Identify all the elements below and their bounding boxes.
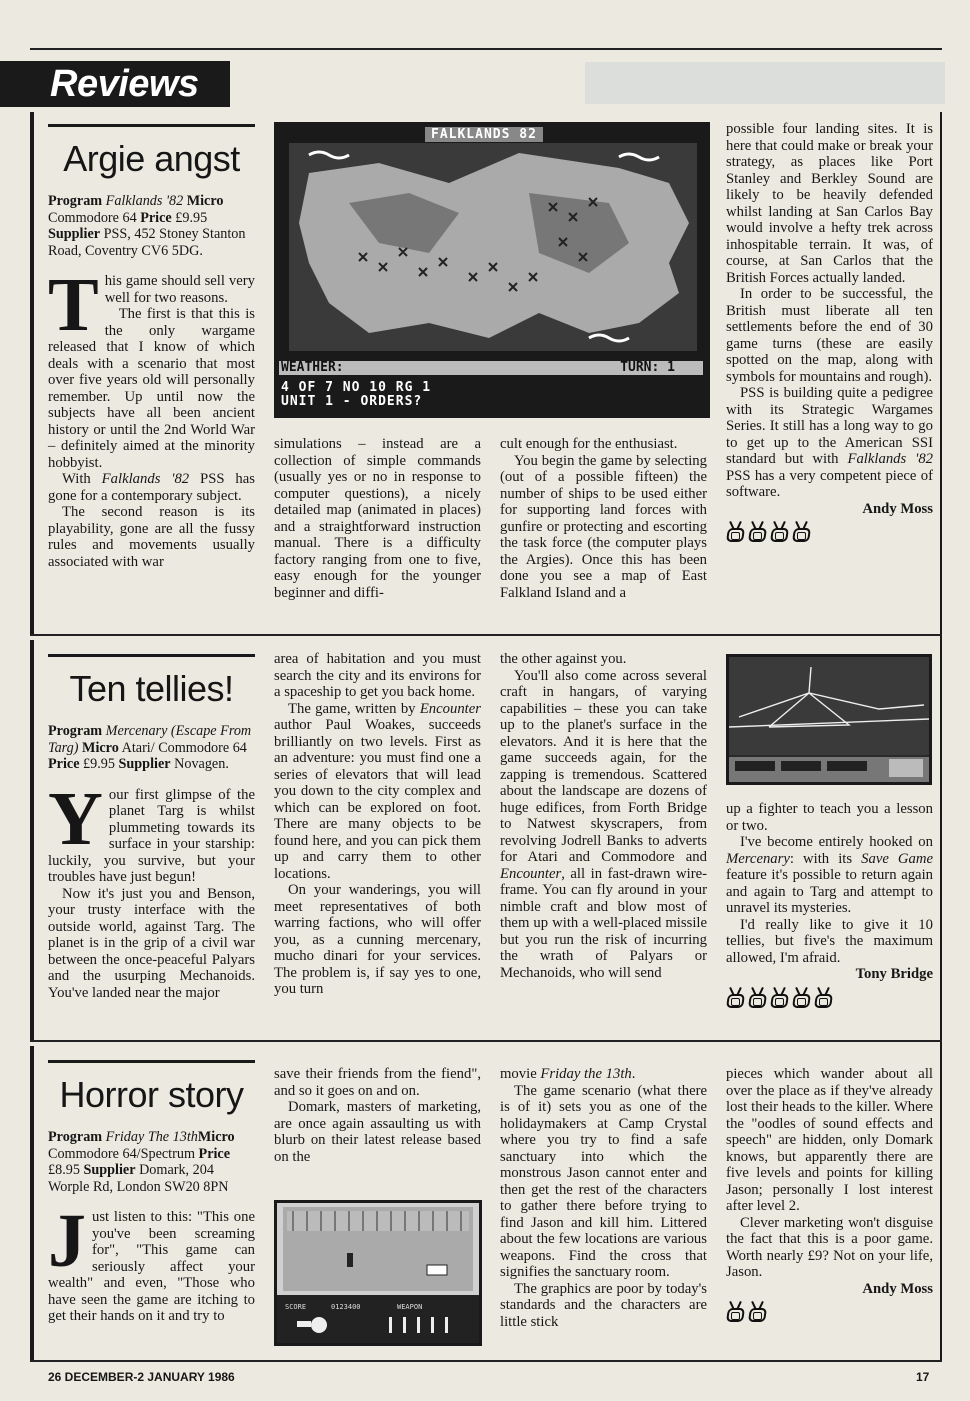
review-paragraph: movie Friday the 13th. bbox=[500, 1066, 636, 1082]
review-paragraph: The first is that this is the only wargame released that I know of which deals with a scenario that most over five years old will personally remember. Up until now the subjects have all been ancient history or until the 2nd World War – definitely aimed at the minority hobbyist. bbox=[48, 306, 255, 471]
review-paragraph: possible four landing sites. It is here that could make or break your strategy, as places like Port Stanley and Berkley Sound are likely to be heavily defended whilst landing at San Carlos Bay would involve a hefty trek across inhospitable terrain. It was, of course, at San Carlos that the British Forces actually landed. bbox=[726, 121, 933, 286]
separator-bottom bbox=[30, 1360, 942, 1362]
review-paragraph: Just listen to this: "This one you've been screaming for", "This game can seriously affect your wealth" and even, "Those who have seen the game are itching to get their hands on it and try to bbox=[48, 1199, 255, 1324]
tv-icon bbox=[726, 1301, 747, 1325]
review-paragraph: The graphics are poor by today's standards and the characters are little stick bbox=[500, 1280, 707, 1330]
review-paragraph: area of habitation and you must search the city and its environs for a spaceship to get you back home. bbox=[274, 651, 481, 700]
tv-rating bbox=[726, 1301, 933, 1325]
review-paragraph: You begin the game by selecting (out of a possible fifteen) the number of ships to be used either for supporting land forces with gunfire or protecting and escorting the task force (the computer plays the Argies). Once this has been done you see a map of East Falkland Island and a bbox=[500, 452, 707, 601]
review1-col2 bbox=[274, 436, 481, 601]
review1-col1 bbox=[48, 124, 255, 570]
review-paragraph: The second reason is its playability, gone are all the fussy rules and movements usually associated with war bbox=[48, 504, 255, 570]
footer-date: 26 DECEMBER-2 JANUARY 1986 bbox=[48, 1370, 235, 1384]
separator-2 bbox=[30, 1040, 942, 1042]
section-header bbox=[0, 61, 230, 107]
tv-rating bbox=[726, 521, 933, 545]
review2-col1 bbox=[48, 654, 255, 1001]
tv-icon bbox=[748, 521, 769, 545]
review-info: Program Falklands '82 Micro Commodore 64 Price £9.95 Supplier PSS, 452 Stoney Stanton Road, Coventry CV6 5DG. bbox=[48, 193, 246, 259]
review-paragraph: Your first glimpse of the planet Targ is whilst plummeting towards its surface in your starship: luckily, you survive, but your troubles have just begun! bbox=[48, 776, 255, 885]
review3-col1 bbox=[48, 1060, 255, 1325]
review-title: Ten tellies! bbox=[69, 668, 234, 709]
review-paragraph: In order to be successful, the British must liberate all ten settlements before the end of 30 game turns (these are easily spotted on the map, along with symbols for mountains and rough). bbox=[726, 286, 933, 385]
left-rule-1 bbox=[30, 112, 34, 634]
tv-icon bbox=[770, 987, 791, 1011]
review2-col4 bbox=[726, 801, 933, 1011]
review1-col3 bbox=[500, 436, 707, 601]
review1-col4 bbox=[726, 121, 933, 545]
tv-icon bbox=[770, 521, 791, 545]
right-rule bbox=[940, 112, 942, 1362]
review-paragraph: You'll also come across several craft in hangars, of varying capabilities – these you can take up to the planet's surface in the elevators. And it is here that the game succeeds again, for the zapping is tremendous. Scattered about the landscape are dozens of huge edifices, from Forth Bridge to Natwest skyscrapers, from revolving Jodrell Banks to adverts for Atari and Commodore and Encounter, all in fast-drawn wire-frame. You can fly around in your nimble craft and blow most of them up with a well-placed missile but you run the risk of incurring the wrath of Palyars or Mechanoids, who will send bbox=[500, 667, 707, 981]
svg-text:0123400: 0123400 bbox=[331, 1303, 361, 1311]
review-paragraph: I'd really like to give it 10 tellies, but five's the maximum allowed, I'm afraid. bbox=[726, 916, 933, 966]
falklands-screenshot: FALKLANDS 82 WEATHER: TURN: 1 4 OF 7 NO 10 RG 1 UNIT 1 - ORDERS? bbox=[274, 122, 710, 418]
friday-screenshot bbox=[274, 1200, 482, 1346]
drop-cap: J bbox=[48, 1199, 86, 1283]
review-info: Program Friday The 13thMicro Commodore 64/Spectrum Price £8.95 Supplier Domark, 204 Worple Rd, London SW20 8PN bbox=[48, 1129, 235, 1195]
review-paragraph: pieces which wander about all over the place as if they've already lost their heads to the killer. Where the "oodles of sound effects and speech" are hidden, only Domark knows, but apparently there are five levels and points for killing Jason; personally I lost interest after level 2. bbox=[726, 1066, 933, 1214]
review-paragraph: This game should sell very well for two reasons. bbox=[48, 263, 255, 347]
review-author: Andy Moss bbox=[862, 500, 933, 517]
status-bar: WEATHER: TURN: 1 bbox=[279, 361, 703, 375]
review-author: Tony Bridge bbox=[855, 966, 933, 982]
review-paragraph: Now it's just you and Benson, your trusty interface with the outside world, against Targ. The planet is in the grip of a civil war between the once-peaceful Palyars and the usurping Mechanoids. You've landed near the major bbox=[48, 885, 255, 1001]
faded-background-band bbox=[585, 62, 945, 104]
review-author: Andy Moss bbox=[862, 1280, 933, 1297]
top-rule bbox=[30, 48, 942, 50]
review-paragraph: The game, written by Encounter author Paul Woakes, succeeds brilliantly on two levels. First as an adventure: you must find one a series of elevators that will lead you down to the city complex and which can be explored on foot. There are many objects to be found here, and you can pick them up and carry them to other locations. bbox=[274, 700, 481, 882]
tv-icon bbox=[748, 1301, 769, 1325]
section-title: Reviews bbox=[50, 63, 199, 105]
left-rule-3 bbox=[30, 1046, 34, 1360]
svg-text:WEAPON: WEAPON bbox=[397, 1303, 423, 1311]
drop-cap: T bbox=[48, 263, 99, 347]
review-paragraph: save their friends from the fiend", and so it goes on and on. bbox=[274, 1066, 481, 1099]
review-paragraph: Clever marketing won't disguise the fact that this is a poor game. Worth nearly £9? Not on your life, Jason. bbox=[726, 1214, 933, 1280]
wireframe-graphic bbox=[729, 657, 929, 782]
game-scene-graphic bbox=[277, 1203, 479, 1343]
left-rule-2 bbox=[30, 640, 34, 1040]
falklands-map-graphic bbox=[289, 143, 697, 351]
review-paragraph: Domark, masters of marketing, are once again assaulting us with blurb on their latest release based on the bbox=[274, 1099, 481, 1165]
review2-col3 bbox=[500, 651, 707, 981]
review-paragraph: simulations – instead are a collection of simple commands (usually yes or no in response to computer questions), a nicely detailed map (animated in places) and a straightforward instruction manual. There is a difficulty factory ranging from one to five, easy enough for the younger beginner and diffi- bbox=[274, 436, 481, 601]
tv-rating bbox=[726, 987, 933, 1011]
review3-col2 bbox=[274, 1066, 481, 1165]
separator-1 bbox=[30, 634, 942, 636]
drop-cap: Y bbox=[48, 776, 103, 861]
review-paragraph: I've become entirely hooked on Mercenary: with its Save Game feature it's possible to return again and again to Targ and attempt to unravel its mysteries. bbox=[726, 834, 933, 916]
review-paragraph: On your wanderings, you will meet representatives of both warring factions, who will offer you, as a cunning mercenary, mucho dinari for your services. The problem is, if say yes to one, you turn bbox=[274, 882, 481, 997]
tv-icon bbox=[726, 521, 747, 545]
footer-page-number: 17 bbox=[916, 1370, 930, 1384]
tv-icon bbox=[748, 987, 769, 1011]
review-title: Argie angst bbox=[63, 138, 240, 179]
review3-col3 bbox=[500, 1066, 707, 1330]
review-paragraph: With Falklands '82 PSS has gone for a contemporary subject. bbox=[48, 471, 255, 504]
review-paragraph: PSS is building quite a pedigree with its Strategic Wargames Series. It still has a long way to go to get up to the American SSI standard but with Falklands '82 PSS has a very competent piece of software. bbox=[726, 385, 934, 500]
tv-icon bbox=[726, 987, 747, 1011]
review2-col2 bbox=[274, 651, 481, 998]
review-paragraph: up a fighter to teach you a lesson or two. bbox=[726, 801, 933, 834]
review3-col4 bbox=[726, 1066, 933, 1325]
review-info: Program Mercenary (Escape From Targ) Micro Atari/ Commodore 64 Price £9.95 Supplier Novagen. bbox=[48, 723, 252, 772]
review-paragraph: cult enough for the enthusiast. bbox=[500, 436, 678, 452]
status-lines: 4 OF 7 NO 10 RG 1 UNIT 1 - ORDERS? bbox=[281, 380, 432, 409]
review-paragraph: The game scenario (what there is of it) sets you as one of the holidaymakers at Camp Crystal where you try to find a safe sanctuary into which the monstrous Jason cannot enter and then get the rest of the characters to gather there before trying to find Jason and kill him. Littered about the few locations are various weapons. Find the cross that signifies the sanctuary room. bbox=[500, 1082, 707, 1280]
review-title: Horror story bbox=[59, 1074, 244, 1115]
map-sea bbox=[289, 143, 697, 351]
tv-icon bbox=[814, 987, 835, 1011]
tv-icon bbox=[792, 521, 813, 545]
svg-text:SCORE: SCORE bbox=[285, 1303, 307, 1311]
review-paragraph: the other against you. bbox=[500, 651, 627, 667]
mercenary-screenshot bbox=[726, 654, 932, 785]
tv-icon bbox=[792, 987, 813, 1011]
